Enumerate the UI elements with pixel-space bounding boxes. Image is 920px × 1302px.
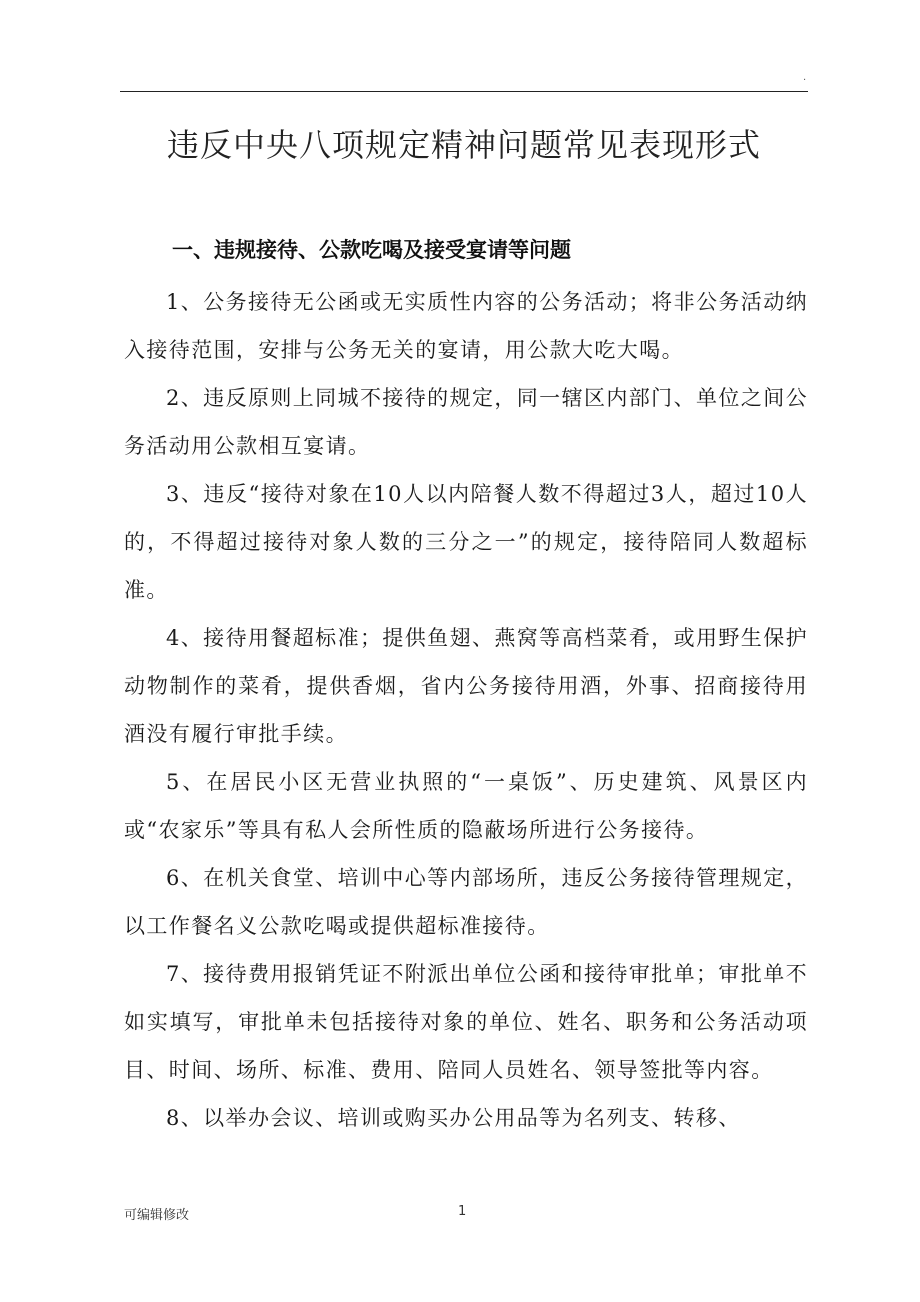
footer-editable-note: 可编辑修改 — [124, 1208, 190, 1223]
paragraph-1: 1、公务接待无公函或无实质性内容的公务活动；将非公务活动纳入接待范围，安排与公务无关的宴请，用公款大吃大喝。 — [124, 290, 808, 362]
header-mark: . — [803, 72, 807, 83]
paragraph-6: 6、在机关食堂、培训中心等内部场所，违反公务接待管理规定，以工作餐名义公款吃喝或提供超标准接待。 — [124, 866, 808, 938]
document-body — [124, 278, 808, 1142]
header-rule — [120, 91, 808, 92]
footer-page-number: 1 — [458, 1204, 467, 1219]
paragraph-7: 7、接待费用报销凭证不附派出单位公函和接待审批单；审批单不如实填写，审批单未包括接待对象的单位、姓名、职务和公务活动项目、时间、场所、标准、费用、陪同人员姓名、领导签批等内容。 — [124, 962, 808, 1082]
paragraph-2: 2、违反原则上同城不接待的规定，同一辖区内部门、单位之间公务活动用公款相互宴请。 — [124, 386, 808, 458]
section-heading: 一、违规接待、公款吃喝及接受宴请等问题 — [172, 238, 571, 262]
paragraph-4: 4、接待用餐超标准；提供鱼翅、燕窝等高档菜肴，或用野生保护动物制作的菜肴，提供香烟，省内公务接待用酒，外事、招商接待用酒没有履行审批手续。 — [124, 626, 808, 746]
paragraph-5: 5、在居民小区无营业执照的“一桌饭”、历史建筑、风景区内或“农家乐”等具有私人会所性质的隐蔽场所进行公务接待。 — [124, 770, 808, 842]
document-title: 违反中央八项规定精神问题常见表现形式 — [166, 126, 761, 164]
paragraph-8: 8、以举办会议、培训或购买办公用品等为名列支、转移、 — [166, 1106, 741, 1130]
paragraph-3: 3、违反“接待对象在10人以内陪餐人数不得超过3人，超过10人的，不得超过接待对象人数的三分之一”的规定，接待陪同人数超标准。 — [124, 482, 808, 602]
